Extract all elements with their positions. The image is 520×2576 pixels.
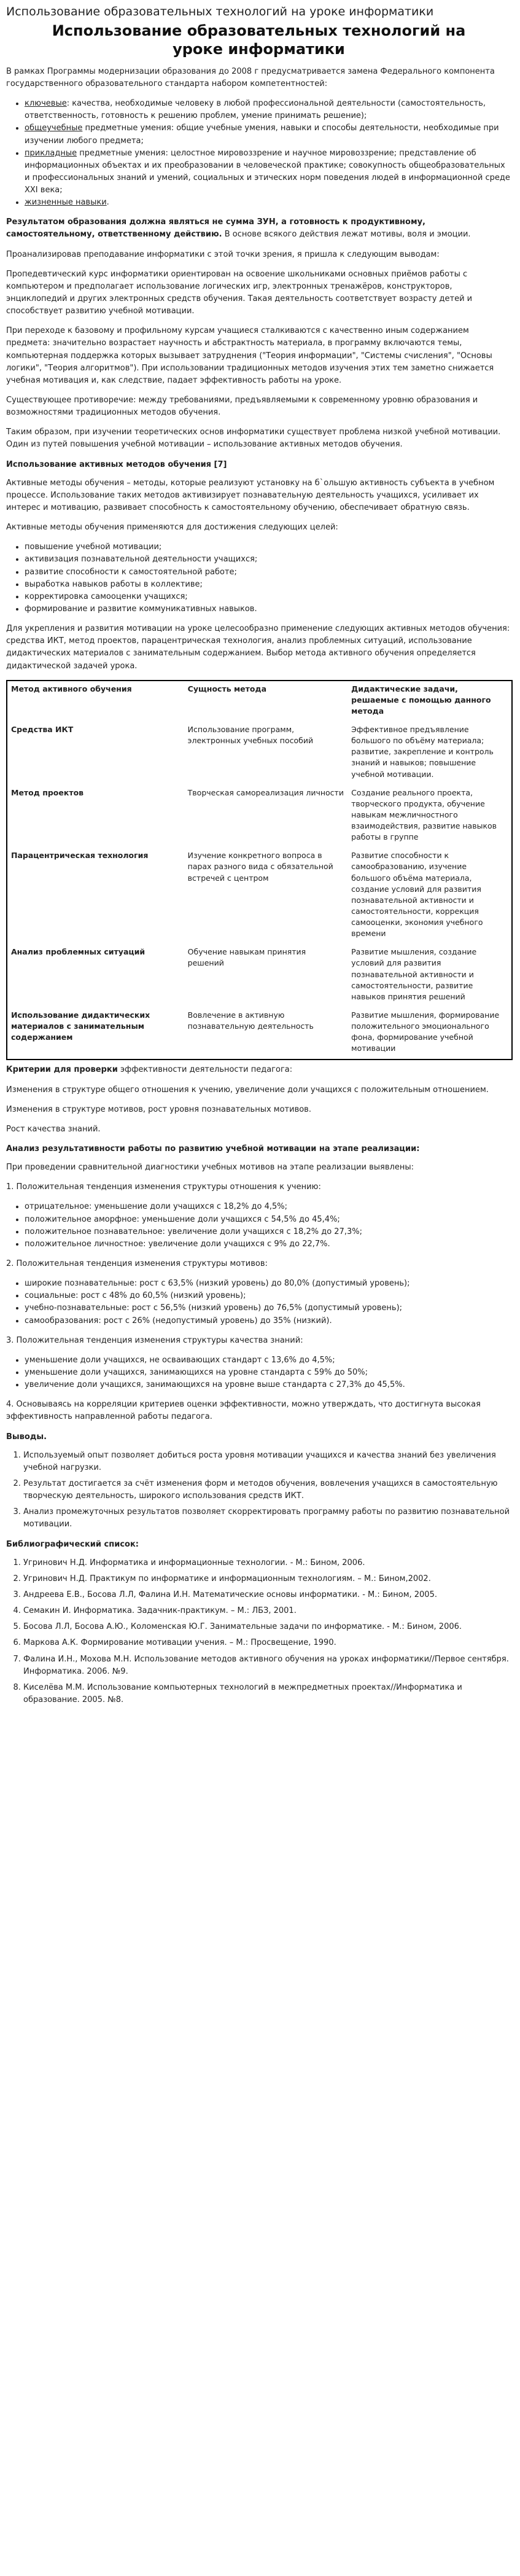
list-item: • положительное познавательное: увеличение доли учащихся с 18,2% до 27,3%; xyxy=(25,1226,511,1238)
bibliography-list xyxy=(6,1557,511,1706)
competency-text: предметные умения: целостное мировоззрение и научное мировоззрение; представление об информационных объектах и их преобразовании в человеческой практике; совокупность общеобразовательных и профессиональных знаний и умений, социальных и этических норм поведения людей в информационной среде XXI века; xyxy=(25,148,510,195)
list-item: • увеличение доли учащихся, занимающихся на уровне выше стандарта с 27,3% до 45,5%. xyxy=(25,1379,511,1391)
bibliography-heading: Библиографический список: xyxy=(6,1539,139,1549)
competency-term: ключевые xyxy=(25,99,67,109)
diag-paragraph: При проведении сравнительной диагностики учебных мотивов на этапе реализации выявлены: xyxy=(6,1163,414,1173)
list-item: • выработка навыков работы в коллективе; xyxy=(25,579,511,591)
list-item: 3. Андреева Е.В., Босова Л.Л, Фалина И.Н. Математические основы информатики. - М.: Бином, 2005. xyxy=(23,1589,511,1601)
table-row xyxy=(7,1007,512,1060)
result-paragraph xyxy=(6,216,511,241)
criteria-bold: Критерии для проверки xyxy=(6,1065,118,1075)
competency-text: . xyxy=(106,198,109,208)
trend-1-title: 1. Положительная тенденция изменения структуры отношения к учению: xyxy=(6,1182,321,1192)
findings-heading: Выводы. xyxy=(6,1432,47,1442)
competency-term: прикладные xyxy=(25,148,77,158)
list-item: 1. Угринович Н.Д. Информатика и информационные технологии. - М.: Бином, 2006. xyxy=(23,1557,511,1569)
list-item xyxy=(25,197,511,209)
list-item: • формирование и развитие коммуникативных навыков. xyxy=(25,603,511,615)
list-item: • активизация познавательной деятельности учащихся; xyxy=(25,553,511,566)
list-item xyxy=(25,147,511,197)
list-item: • корректировка самооценки учащихся; xyxy=(25,591,511,603)
table-cell: Средства ИКТ xyxy=(11,725,74,735)
table-header-row xyxy=(7,681,512,722)
competency-text: : качества, необходимые человеку в любой профессиональной деятельности (самостоятельность, ответственность, готовность к решению проблем, умение принимать решение); xyxy=(25,99,486,121)
table-row xyxy=(7,848,512,944)
competency-term: жизненные навыки xyxy=(25,198,107,208)
table-cell: Метод проектов xyxy=(11,787,84,797)
table-cell: Парацентрическая технология xyxy=(11,851,149,861)
result-bold: Результатом образования должна являться не сумма ЗУН, а готовность к продуктивному, самостоятельному, ответственному действию. xyxy=(6,217,425,240)
list-item: • учебно-познавательные: рост с 56,5% (низкий уровень) до 76,5% (допустимый уровень); xyxy=(25,1302,511,1314)
table-cell: Творческая самореализация личности xyxy=(187,787,344,797)
table-cell: Обучение навыкам принятия решений xyxy=(187,947,306,968)
problem-paragraph: Таким образом, при изучении теоретических основ информатики существует проблема низкой учебной мотивации. Один из путей повышения учебной мотивации – использование активных методов обучения. xyxy=(6,427,501,450)
intro-paragraph: В рамках Программы модернизации образования до 2008 г предусматривается замена Федерального компонента государственного образовательного стандарта набором компетентностей: xyxy=(6,66,495,88)
result-rest: В основе всякого действия лежат мотивы, воля и эмоции. xyxy=(222,230,471,240)
list-item: • развитие способности к самостоятельной работе; xyxy=(25,566,511,579)
table-header: Сущность метода xyxy=(187,684,267,693)
methods-table xyxy=(6,680,513,1061)
criterion-1: Изменения в структуре общего отношения к учению, увеличение доли учащихся с положительным отношением. xyxy=(6,1085,489,1095)
trend-2-title: 2. Положительная тенденция изменения структуры мотивов: xyxy=(6,1259,268,1268)
trend-3-title: 3. Положительная тенденция изменения структуры качества знаний: xyxy=(6,1335,303,1345)
table-cell: Анализ проблемных ситуаций xyxy=(11,947,146,957)
list-item xyxy=(25,98,511,122)
list-item: 2. Угринович Н.Д. Практикум по информатике и информационным технологиям. – М.: Бином,2002. xyxy=(23,1573,511,1585)
transition-paragraph: При переходе к базовому и профильному курсам учащиеся сталкиваются с качественно иным содержанием предмета: значительно возрастает научность и абстрактность материала, в программу включаются темы, компьютерная поддержка которых вызывает затруднения ("Теория информации", "Системы счисления", "Основы логики", "Теория алгоритмов"). При использовании традиционных методов изучения этих тем заметно снижается учебная мотивация и, как следствие, падает эффективность работы на уроке. xyxy=(6,326,494,385)
trend-1-list xyxy=(6,1201,511,1251)
list-item: 1. Используемый опыт позволяет добиться роста уровня мотивации учащихся и качества знаний без увеличения учебной нагрузки. xyxy=(23,1450,511,1474)
list-item: • самообразования: рост с 26% (недопустимый уровень) до 35% (низкий). xyxy=(25,1315,511,1327)
table-cell: Развитие мышления, формирование положительного эмоционального фона, формирование учебной мотивации xyxy=(351,1010,500,1053)
table-cell: Развитие мышления, создание условий для развития познавательной активности и самостоятельности, развитие навыков принятия решений xyxy=(351,947,477,1001)
table-row xyxy=(7,785,512,848)
document-title: Использование образовательных технологий на уроке информатики xyxy=(6,5,434,18)
competency-term: общеучебные xyxy=(25,123,83,133)
list-item: • положительное аморфное: уменьшение доли учащихся с 54,5% до 45,4%; xyxy=(25,1214,511,1226)
list-item xyxy=(25,122,511,147)
competency-text: предметные умения: общие учебные умения, навыки и способы деятельности, необходимые при изучении любого предмета; xyxy=(25,123,499,146)
active-def-paragraph: Активные методы обучения – методы, которые реализуют установку на б`ольшую активность субъекта в учебном процессе. Использование таких методов активизирует познавательную деятельность учащихся, усиливает их интерес и мотивацию, развивает способность к самостоятельному обучению, обеспечивает обратную связь. xyxy=(6,478,495,513)
list-item: 2. Результат достигается за счёт изменения форм и методов обучения, вовлечения учащихся в самостоятельную творческую деятельность, широкого использования средств ИКТ. xyxy=(23,1478,511,1502)
conclusion-paragraph: 4. Основываясь на корреляции критериев оценки эффективности, можно утверждать, что достигнута высокая эффективность направленной работы педагога. xyxy=(6,1400,481,1422)
results-heading: Анализ результативности работы по развитию учебной мотивации на этапе реализации: xyxy=(6,1144,420,1154)
table-cell: Вовлечение в активную познавательную деятельность xyxy=(187,1010,314,1031)
list-item: 5. Босова Л.Л, Босова А.Ю., Коломенская Ю.Г. Занимательные задачи по информатике. - М.: Бином, 2006. xyxy=(23,1621,511,1633)
list-item: • повышение учебной мотивации; xyxy=(25,541,511,553)
trend-3-list xyxy=(6,1354,511,1391)
list-item: 3. Анализ промежуточных результатов позволяет скорректировать программу работы по развитию познавательной мотивации. xyxy=(23,1506,511,1531)
list-item: 7. Фалина И.Н., Мохова М.Н. Использование методов активного обучения на уроках информатики//Первое сентября. Информатика. 2006. №9. xyxy=(23,1653,511,1678)
analysis-paragraph: Проанализировав преподавание информатики с этой точки зрения, я пришла к следующим выводам: xyxy=(6,249,440,259)
table-row xyxy=(7,944,512,1007)
table-cell: Использование программ, электронных учебных пособий xyxy=(187,725,314,746)
list-item: 8. Киселёва М.М. Использование компьютерных технологий в межпредметных проектах//Информатика и образование. 2005. №8. xyxy=(23,1682,511,1706)
contradiction-paragraph: Существующее противоречие: между требованиями, предъявляемыми к современному уровню образования и возможностями традиционных методов обучения. xyxy=(6,396,478,418)
active-methods-heading: Использование активных методов обучения [7] xyxy=(6,459,227,469)
table-header: Метод активного обучения xyxy=(11,684,132,693)
criterion-2: Изменения в структуре мотивов, рост уровня познавательных мотивов. xyxy=(6,1104,311,1114)
table-cell: Развитие способности к самообразованию, изучение большого объёма материала, создание условий для развития познавательной активности и самостоятельности, коррекция самооценки, экономия учебного времени xyxy=(351,851,483,939)
findings-list xyxy=(6,1450,511,1531)
competencies-list xyxy=(6,98,511,209)
table-cell: Использование дидактических материалов с занимательным содержанием xyxy=(11,1010,150,1042)
goals-list xyxy=(6,541,511,615)
list-item: • широкие познавательные: рост с 63,5% (низкий уровень) до 80,0% (допустимый уровень); xyxy=(25,1278,511,1290)
list-item: • уменьшение доли учащихся, не осваивающих стандарт с 13,6% до 4,5%; xyxy=(25,1354,511,1367)
goals-intro: Активные методы обучения применяются для достижения следующих целей: xyxy=(6,523,338,533)
list-item: 4. Семакин И. Информатика. Задачник-практикум. – М.: ЛБЗ, 2001. xyxy=(23,1605,511,1617)
list-item: • положительное личностное: увеличение доли учащихся с 9% до 22,7%. xyxy=(25,1238,511,1251)
table-cell: Эффективное предъявление большого по объёму материала; развитие, закрепление и контроль знаний и навыков; повышение учебной мотивации. xyxy=(351,725,494,779)
list-item: 6. Маркова А.К. Формирование мотивации учения. – М.: Просвещение, 1990. xyxy=(23,1637,511,1649)
table-header: Дидактические задачи, решаемые с помощью данного метода xyxy=(351,684,491,716)
propaedeutic-paragraph: Пропедевтический курс информатики ориентирован на освоение школьниками основных приёмов работы с компьютером и предполагает использование логических игр, электронных тренажёров, конструкторов, энциклопедий и других электронных средств обучения. Такая деятельность соответствует возрасту детей и способствует развитию учебной мотивации. xyxy=(6,269,473,316)
article-heading: Использование образовательных технологий на уроке информатики xyxy=(52,21,466,58)
table-cell: Создание реального проекта, творческого продукта, обучение навыкам межличностного взаимодействия, развитие навыков работы в группе xyxy=(351,787,497,842)
list-item: • социальные: рост с 48% до 60,5% (низкий уровень); xyxy=(25,1290,511,1302)
table-row xyxy=(7,722,512,785)
criteria-rest: эффективности деятельности педагога: xyxy=(117,1065,293,1075)
criteria-paragraph xyxy=(6,1064,511,1076)
list-item: • уменьшение доли учащихся, занимающихся на уровне стандарта с 59% до 50%; xyxy=(25,1367,511,1379)
combination-paragraph: Для укрепления и развития мотивации на уроке целесообразно применение следующих активных методов обучения: средства ИКТ, метод проектов, парацентрическая технология, анализ проблемных ситуаций, использование дидактических материалов с занимательным содержанием. Выбор метода активного обучения определяется дидактической задачей урока. xyxy=(6,624,510,671)
table-cell: Изучение конкретного вопроса в парах разного вида с обязательной встречей с центром xyxy=(187,851,333,883)
list-item: • отрицательное: уменьшение доли учащихся с 18,2% до 4,5%; xyxy=(25,1201,511,1213)
criterion-3: Рост качества знаний. xyxy=(6,1124,101,1134)
trend-2-list xyxy=(6,1278,511,1327)
